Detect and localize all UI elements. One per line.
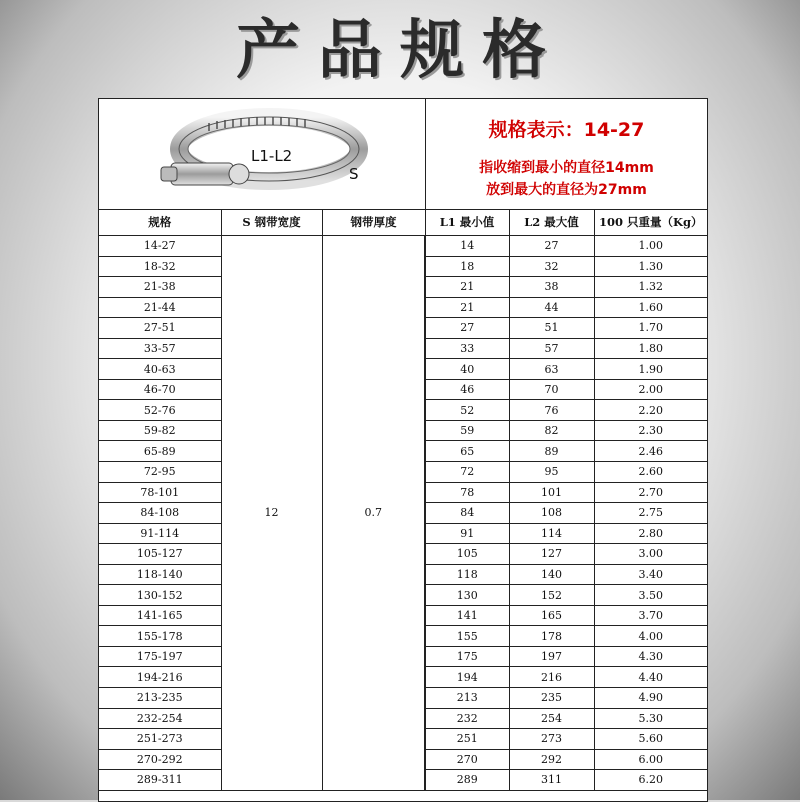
cell-weight: 1.70	[594, 318, 707, 339]
hose-clamp-illustration-cell	[99, 99, 426, 210]
cell-weight: 2.46	[594, 441, 707, 462]
cell-l2-max: 311	[509, 770, 594, 791]
cell-l1-min: 118	[425, 564, 509, 585]
table-header-row	[99, 209, 707, 236]
table-row	[99, 236, 707, 257]
cell-l2-max: 57	[509, 338, 594, 359]
cell-l1-min: 141	[425, 605, 509, 626]
cell-weight: 2.80	[594, 523, 707, 544]
header-l2-max: L2 最大值	[509, 209, 594, 236]
cell-l2-max: 108	[509, 503, 594, 524]
cell-l1-min: 105	[425, 544, 509, 565]
diagram-s-label: S	[349, 165, 359, 183]
cell-spec: 175-197	[99, 646, 221, 667]
spec-table	[99, 209, 707, 791]
cell-l2-max: 216	[509, 667, 594, 688]
cell-weight: 3.50	[594, 585, 707, 606]
cell-l1-min: 40	[425, 359, 509, 380]
cell-spec: 18-32	[99, 256, 221, 277]
cell-spec: 105-127	[99, 544, 221, 565]
cell-weight: 2.75	[594, 503, 707, 524]
cell-l2-max: 292	[509, 749, 594, 770]
cell-spec: 33-57	[99, 338, 221, 359]
spec-example-box	[426, 99, 707, 210]
cell-spec: 27-51	[99, 318, 221, 339]
cell-band-thickness: 0.7	[322, 236, 425, 791]
spec-example-line-1: 指收缩到最小的直径14mm	[479, 160, 654, 176]
header-spec: 规格	[99, 209, 221, 236]
cell-l2-max: 178	[509, 626, 594, 647]
cell-spec: 84-108	[99, 503, 221, 524]
spec-sheet	[98, 98, 708, 802]
cell-l2-max: 235	[509, 688, 594, 709]
cell-spec: 14-27	[99, 236, 221, 257]
cell-spec: 65-89	[99, 441, 221, 462]
cell-spec: 21-44	[99, 297, 221, 318]
cell-weight: 5.60	[594, 729, 707, 750]
cell-l2-max: 70	[509, 379, 594, 400]
cell-spec: 155-178	[99, 626, 221, 647]
cell-spec: 118-140	[99, 564, 221, 585]
cell-spec: 52-76	[99, 400, 221, 421]
cell-l1-min: 194	[425, 667, 509, 688]
cell-l1-min: 27	[425, 318, 509, 339]
cell-l1-min: 18	[425, 256, 509, 277]
cell-weight: 4.00	[594, 626, 707, 647]
cell-weight: 1.60	[594, 297, 707, 318]
cell-spec: 213-235	[99, 688, 221, 709]
cell-l1-min: 21	[425, 297, 509, 318]
cell-spec: 78-101	[99, 482, 221, 503]
cell-l2-max: 38	[509, 277, 594, 298]
cell-l1-min: 65	[425, 441, 509, 462]
cell-band-width: 12	[221, 236, 322, 791]
spec-example-heading: 规格表示：14-27	[488, 119, 645, 141]
cell-weight: 4.90	[594, 688, 707, 709]
cell-l2-max: 89	[509, 441, 594, 462]
spec-example-line-2: 放到最大的直径为27mm	[486, 182, 647, 198]
cell-l1-min: 52	[425, 400, 509, 421]
cell-l2-max: 82	[509, 420, 594, 441]
cell-l1-min: 155	[425, 626, 509, 647]
cell-l1-min: 251	[425, 729, 509, 750]
cell-l1-min: 78	[425, 482, 509, 503]
cell-l2-max: 114	[509, 523, 594, 544]
cell-spec: 59-82	[99, 420, 221, 441]
cell-spec: 130-152	[99, 585, 221, 606]
cell-weight: 2.60	[594, 462, 707, 483]
cell-weight: 3.70	[594, 605, 707, 626]
cell-l1-min: 270	[425, 749, 509, 770]
cell-weight: 2.00	[594, 379, 707, 400]
cell-weight: 2.20	[594, 400, 707, 421]
cell-l2-max: 63	[509, 359, 594, 380]
cell-weight: 2.30	[594, 420, 707, 441]
cell-l1-min: 232	[425, 708, 509, 729]
cell-spec: 141-165	[99, 605, 221, 626]
cell-spec: 194-216	[99, 667, 221, 688]
cell-spec: 91-114	[99, 523, 221, 544]
cell-l1-min: 46	[425, 379, 509, 400]
diagram-range-label: L1-L2	[251, 147, 293, 165]
header-weight: 100 只重量（Kg）	[594, 209, 707, 236]
cell-l1-min: 72	[425, 462, 509, 483]
cell-l2-max: 76	[509, 400, 594, 421]
cell-l2-max: 101	[509, 482, 594, 503]
cell-weight: 6.20	[594, 770, 707, 791]
cell-l2-max: 95	[509, 462, 594, 483]
header-band-thickness: 钢带厚度	[322, 209, 425, 236]
cell-spec: 270-292	[99, 749, 221, 770]
cell-l2-max: 254	[509, 708, 594, 729]
header-band-width: S 钢带宽度	[221, 209, 322, 236]
cell-weight: 6.00	[594, 749, 707, 770]
cell-l1-min: 59	[425, 420, 509, 441]
cell-weight: 5.30	[594, 708, 707, 729]
cell-l1-min: 213	[425, 688, 509, 709]
cell-l1-min: 289	[425, 770, 509, 791]
cell-l2-max: 152	[509, 585, 594, 606]
cell-l2-max: 127	[509, 544, 594, 565]
page-title: 产品规格	[236, 14, 564, 88]
cell-l1-min: 33	[425, 338, 509, 359]
cell-weight: 1.90	[594, 359, 707, 380]
cell-spec: 251-273	[99, 729, 221, 750]
cell-weight: 1.00	[594, 236, 707, 257]
cell-weight: 4.40	[594, 667, 707, 688]
cell-weight: 2.70	[594, 482, 707, 503]
cell-l2-max: 140	[509, 564, 594, 585]
hose-clamp-icon	[99, 99, 425, 209]
cell-weight: 3.00	[594, 544, 707, 565]
cell-l2-max: 51	[509, 318, 594, 339]
cell-weight: 4.30	[594, 646, 707, 667]
cell-l2-max: 44	[509, 297, 594, 318]
cell-weight: 1.30	[594, 256, 707, 277]
cell-spec: 72-95	[99, 462, 221, 483]
cell-l1-min: 14	[425, 236, 509, 257]
cell-l2-max: 32	[509, 256, 594, 277]
cell-l2-max: 27	[509, 236, 594, 257]
cell-weight: 1.32	[594, 277, 707, 298]
cell-l2-max: 273	[509, 729, 594, 750]
cell-weight: 3.40	[594, 564, 707, 585]
header-l1-min: L1 最小值	[425, 209, 509, 236]
cell-spec: 289-311	[99, 770, 221, 791]
cell-weight: 1.80	[594, 338, 707, 359]
cell-l2-max: 165	[509, 605, 594, 626]
cell-l1-min: 130	[425, 585, 509, 606]
cell-l2-max: 197	[509, 646, 594, 667]
cell-l1-min: 84	[425, 503, 509, 524]
cell-l1-min: 21	[425, 277, 509, 298]
cell-spec: 21-38	[99, 277, 221, 298]
cell-spec: 232-254	[99, 708, 221, 729]
cell-l1-min: 91	[425, 523, 509, 544]
cell-spec: 40-63	[99, 359, 221, 380]
cell-spec: 46-70	[99, 379, 221, 400]
cell-l1-min: 175	[425, 646, 509, 667]
